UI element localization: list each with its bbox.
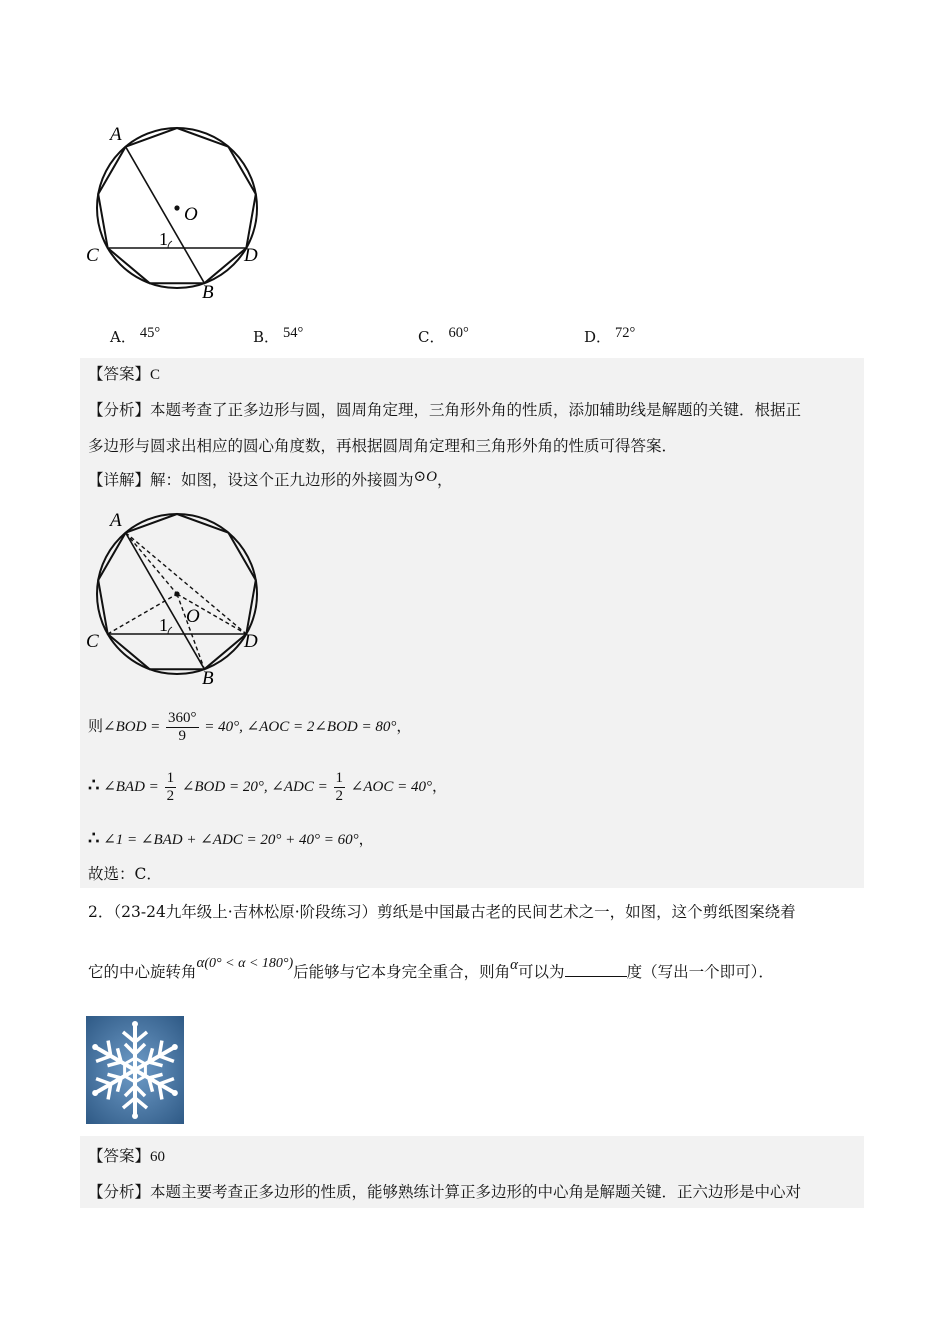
q1-detail-intro: 【详解】解：如图，设这个正九边形的外接圆为⊙O，	[88, 469, 453, 489]
q1-analysis-line-1: 【分析】本题考查了正多边形与圆，圆周角定理，三角形外角的性质，添加辅助线是解题的关键．根据正	[88, 401, 802, 419]
q2-line-2: 它的中心旋转角α(0° < α < 180°)后能够与它本身完全重合，则角α可以为 度（写出一个即可）．	[88, 955, 774, 981]
q1-analysis-line-2: 多边形与圆求出相应的圆心角度数，再根据圆周角定理和三角形外角的性质可得答案．	[88, 437, 678, 455]
label-a: A	[110, 510, 122, 531]
label-a: A	[110, 124, 122, 145]
label-d: D	[244, 631, 258, 652]
nonagon-figure-2	[80, 506, 280, 691]
equation-2: ∴ ∠BAD = $\frac{1}{2}$ ∠BOD = 20°, ∠ADC = $\frac{1}{2}$ ∠AOC = 40°，	[88, 770, 447, 804]
q1-answer: 【答案】C	[88, 365, 161, 383]
q1-final-choice: 故选：C．	[88, 865, 162, 883]
answer-blank[interactable]	[565, 962, 627, 977]
fraction-half-1: $\frac{1}{2}$	[166, 770, 175, 804]
q2-analysis-line-1: 【分析】本题主要考查正多边形的性质，能够熟练计算正多边形的中心角是解题关键．正六边形是中心对	[88, 1183, 802, 1201]
label-o: O	[186, 606, 200, 627]
nonagon-figure-1	[80, 120, 280, 305]
angle-label-1: 1	[159, 615, 168, 635]
equation-3: ∴ ∠1 = ∠BAD + ∠ADC = 20° + 40° = 60°，	[88, 828, 374, 848]
label-o: O	[184, 204, 198, 225]
option-a[interactable]: A． 45°	[110, 325, 161, 346]
fraction-half-2: $\frac{1}{2}$	[335, 770, 344, 804]
q2-answer: 【答案】60	[88, 1147, 166, 1165]
fraction-360-9: $\frac{360^\circ}{9}$	[168, 710, 197, 744]
label-c: C	[86, 245, 99, 266]
label-b: B	[202, 668, 214, 689]
option-d[interactable]: D． 72°	[584, 325, 636, 346]
q2-line-1: 2．（23-24九年级上·吉林松原·阶段练习）剪纸是中国最古老的民间艺术之一，如图，这个剪纸图案绕着	[88, 903, 796, 921]
equation-1: 则∠BOD = $\frac{360^\circ}{9}$ = 40°, ∠AOC = 2∠BOD = 80°，	[88, 710, 412, 744]
paper-cut-snowflake-image	[86, 1016, 184, 1124]
label-c: C	[86, 631, 99, 652]
answer-options	[110, 322, 870, 350]
option-b[interactable]: B． 54°	[253, 325, 304, 346]
angle-label-1: 1	[159, 229, 168, 249]
label-b: B	[202, 282, 214, 303]
label-d: D	[244, 245, 258, 266]
option-c[interactable]: C． 60°	[418, 325, 469, 346]
